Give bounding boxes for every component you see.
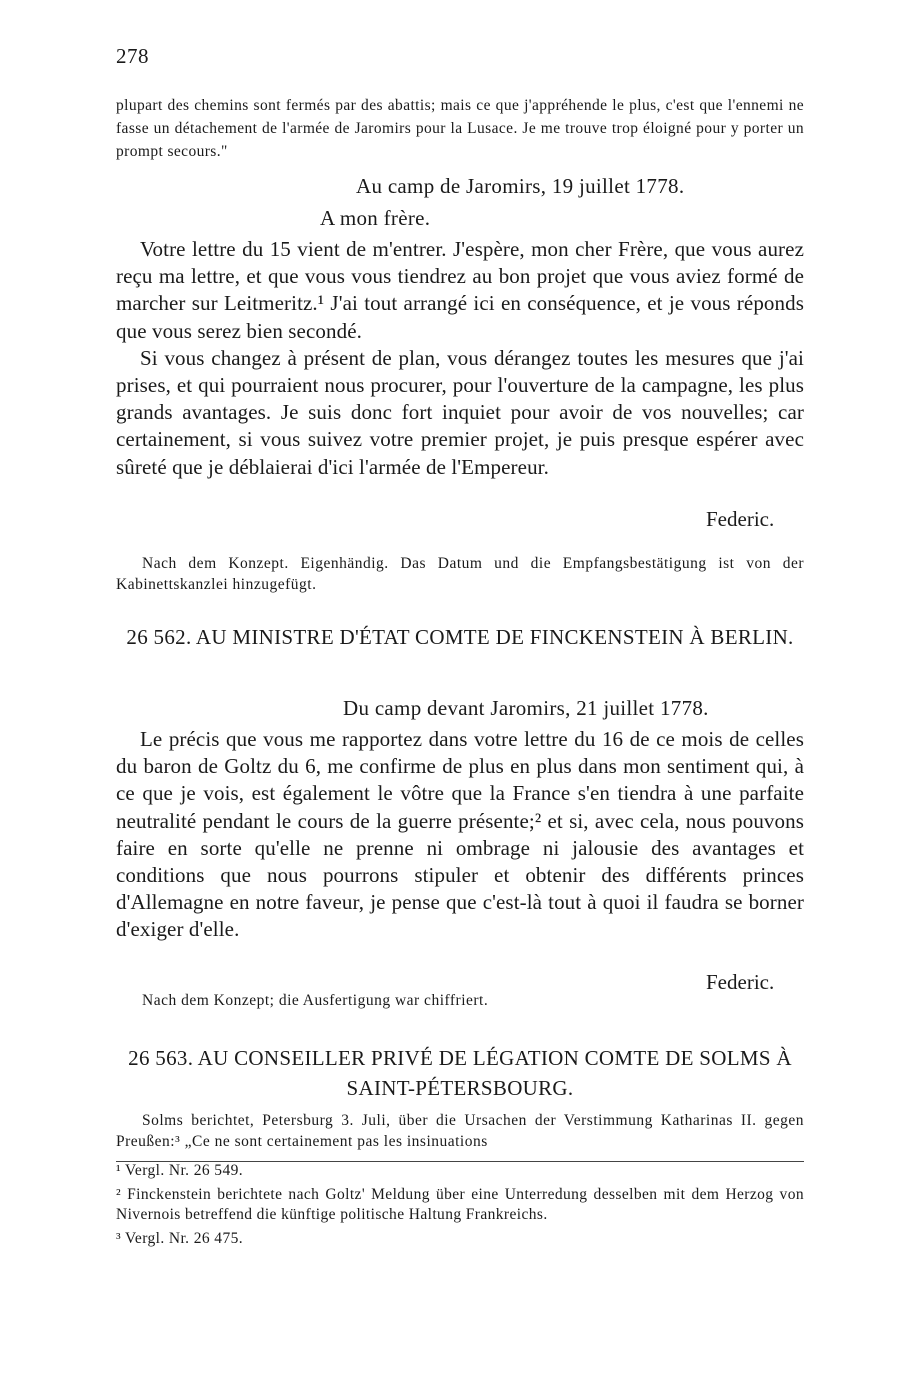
letter3-note: Solms berichtet, Petersburg 3. Juli, über die Ursachen der Verstimmung Katharinas II. gegen Preußen:³ „Ce ne sont certainement pas les insinuations — [116, 1112, 804, 1150]
letter1-salutation: A mon frère. — [320, 206, 431, 230]
footnotes — [116, 1161, 804, 1249]
footnote-2: ² Finckenstein berichtete nach Goltz' Meldung über eine Unterredung desselben mit dem Herzog von Nivernois betreffend die künftige politische Haltung Frankreichs. — [116, 1186, 804, 1223]
letter2-signature: Federic. — [706, 970, 775, 994]
intro-quote — [116, 94, 804, 163]
letter2-body — [116, 726, 804, 944]
letter1-signature: Federic. — [706, 507, 775, 531]
intro-quote-text: plupart des chemins sont fermés par des abattis; mais ce que j'appréhende le plus, c'est que l'ennemi ne fasse un détachement de l'armée de Jaromirs pour la Lusace. Je me trouve trop éloigné pour y porter un prompt secours." — [116, 97, 804, 160]
letter2-note: Nach dem Konzept; die Ausfertigung war chiffriert. — [142, 992, 489, 1009]
letter3-heading: 26 563. AU CONSEILLER PRIVÉ DE LÉGATION COMTE DE SOLMS À SAINT-PÉTERSBOURG. — [128, 1046, 792, 1100]
letter2-heading: 26 562. AU MINISTRE D'ÉTAT COMTE DE FINCKENSTEIN À BERLIN. — [126, 625, 794, 649]
letter1-paragraph-1: Votre lettre du 15 vient de m'entrer. J'espère, mon cher Frère, que vous aurez reçu ma lettre, et que vous vous tiendrez au bon projet que vous aviez formé de marcher sur Leitmeritz.¹ J'ai tout arrangé ici en conséquence, et je vous réponds que vous serez bien secondé. — [116, 237, 804, 343]
letter1-paragraph-2: Si vous changez à présent de plan, vous dérangez toutes les mesures que j'ai prises, et qui pourraient nous procurer, pour l'ouverture de la campagne, les plus grands avantages. Je suis donc fort inquiet pour avoir de vos nouvelles; car certainement, si vous suivez votre premier projet, je puis presque espérer avec sûreté que je déblaierai d'ici l'armée de l'Empereur. — [116, 345, 804, 479]
footnote-3: ³ Vergl. Nr. 26 475. — [116, 1230, 244, 1247]
letter1-dateline: Au camp de Jaromirs, 19 juillet 1778. — [356, 174, 685, 198]
letter1-note: Nach dem Konzept. Eigenhändig. Das Datum und die Empfangsbestätigung ist von der Kabinettskanzlei hinzugefügt. — [116, 555, 804, 593]
letter2-paragraph: Le précis que vous me rapportez dans votre lettre du 16 de ce mois de celles du baron de Goltz du 6, me confirme de plus en plus dans mon sentiment qui, à ce que je vois, est également le vôtre que la France s'en tiendra à une parfaite neutralité pendant le cours de la guerre présente;² et si, avec cela, nous pouvons faire en sorte qu'elle ne prenne ni ombrage ni jalousie des avantages et conditions que nous pourrons stipuler et obtenir des différents princes d'Allemagne en notre faveur, je pense que c'est-là tout à quoi il faudra se borner d'exiger d'elle. — [116, 727, 804, 942]
footnote-1: ¹ Vergl. Nr. 26 549. — [116, 1162, 244, 1179]
page-number: 278 — [116, 44, 149, 68]
letter2-dateline: Du camp devant Jaromirs, 21 juillet 1778. — [343, 696, 709, 720]
letter1-body — [116, 236, 804, 481]
